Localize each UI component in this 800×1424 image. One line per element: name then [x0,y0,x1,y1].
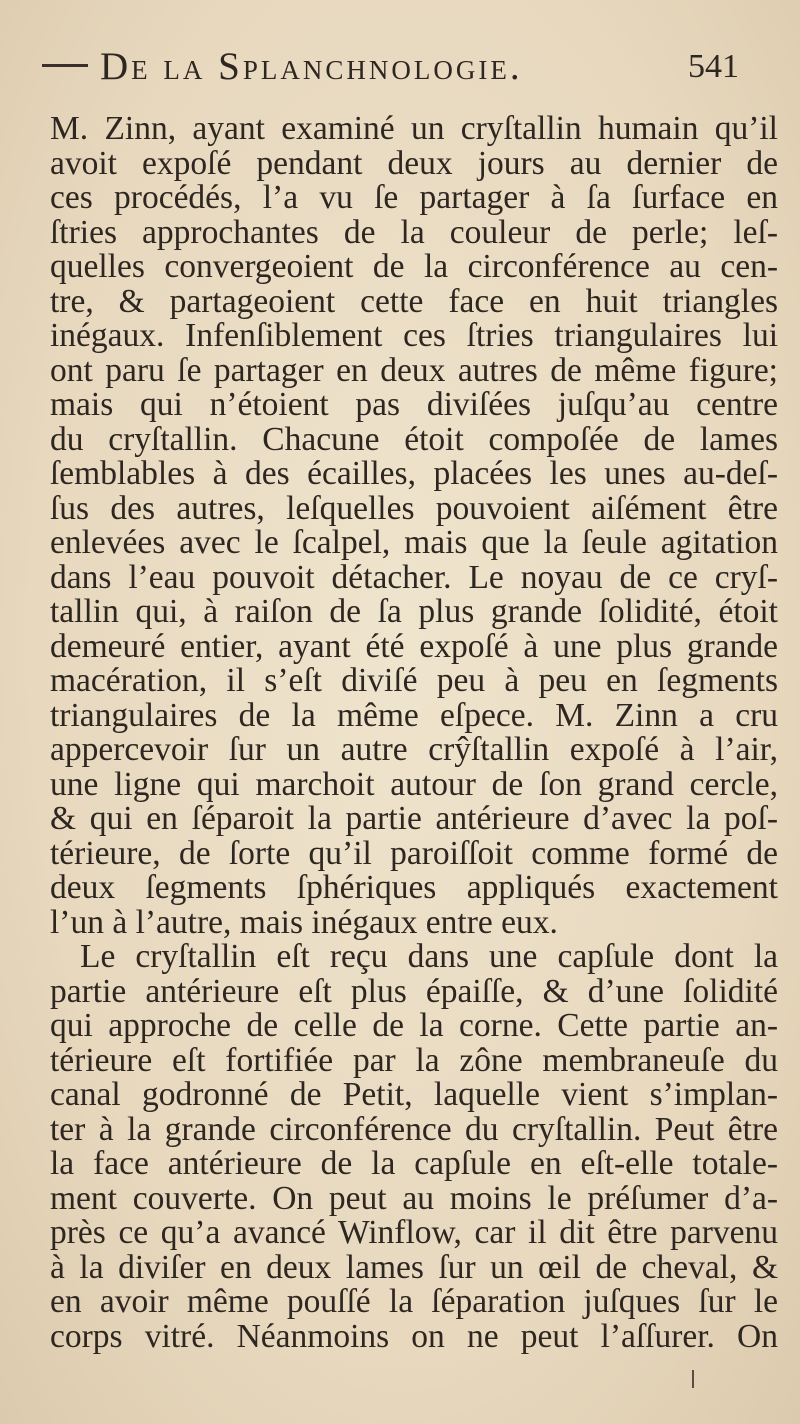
text-line: ont paru ſe partager en deux autres de même figure; [50,351,778,389]
text-line: dans l’eau pouvoit détacher. Le noyau de ce cryſ- [50,558,778,596]
text-line: appercevoir ſur un autre crŷſtallin expoſé à l’air, [50,731,778,768]
header-rule [42,64,88,67]
text-line: tallin qui, à raiſon de ſa plus grande ſolidité, étoit [50,593,778,630]
text-line: du cryſtallin. Chacune étoit compoſée de lames [50,420,778,458]
text-line: canal godronné de Petit, laquelle vient s’implan- [50,1076,778,1113]
running-head [0,40,800,100]
text-line: près ce qu’a avancé Winflow, car il dit être parvenu [50,1214,778,1251]
text-line: une ligne qui marchoit autour de ſon grand cercle, [50,765,778,803]
text-line: ſtries approchantes de la couleur de perle; leſ- [50,213,778,251]
page-number: 541 [688,48,739,85]
text-line: qui approche de celle de la corne. Cette partie an- [50,1007,778,1044]
text-line: l’un à l’autre, mais inégaux entre eux. [50,903,558,941]
text-line: mais qui n’étoient pas diviſées juſqu’au centre [50,386,778,423]
text-line: deux ſegments ſphériques appliqués exactement [50,869,778,906]
text-line: demeuré entier, ayant été expoſé à une plus grande [50,627,778,665]
text-line: & qui en ſéparoit la partie antérieure d’avec la poſ- [50,800,778,837]
text-line: quelles convergeoient de la circonférence au cen- [50,248,778,285]
text-line: avoit expoſé pendant deux jours au dernier de [50,144,778,182]
page-edge-mark [692,1370,694,1388]
text-line: enlevées avec le ſcalpel, mais que la ſeule agitation [50,524,778,561]
text-line: tre, & partageoient cette face en huit triangles [50,282,778,320]
text-line: inégaux. Infenſiblement ces ſtries triangulaires lui [50,317,778,354]
body-text [50,112,778,1354]
text-line: M. Zinn, ayant examiné un cryſtallin humain qu’il [50,110,778,147]
text-line: ment couverte. On peut au moins le préſumer d’a- [50,1179,778,1217]
text-line: ces procédés, l’a vu ſe partager à ſa ſurface en [50,179,778,216]
text-line: partie antérieure eſt plus épaiſſe, & d’une ſolidité [50,972,778,1010]
text-line: macération, il s’eſt diviſé peu à peu en ſegments [50,662,778,699]
text-line: la face antérieure de la capſule en eſt-elle totale- [50,1145,778,1182]
text-line: ſemblables à des écailles, placées les unes au-deſ- [50,455,778,492]
text-line: en avoir même pouſſé la ſéparation juſques ſur le [50,1283,778,1320]
text-line: triangulaires de la même eſpece. M. Zinn a cru [50,696,778,734]
text-line: térieure eſt fortifiée par la zône membraneuſe du [50,1041,778,1079]
text-line: térieure, de ſorte qu’il paroiſſoit comme formé de [50,834,778,872]
text-line: à la diviſer en deux lames ſur un œil de cheval, & [50,1248,778,1286]
running-title: De la Splanchnologie. [100,45,523,88]
paragraph-start-line: Le cryſtallin eſt reçu dans une capſule dont la [80,938,778,975]
text-line: ſus des autres, leſquelles pouvoient aiſément être [50,489,778,527]
text-line: corps vitré. Néanmoins on ne peut l’aſſurer. On [50,1317,778,1355]
text-line: ter à la grande circonférence du cryſtallin. Peut être [50,1110,778,1148]
